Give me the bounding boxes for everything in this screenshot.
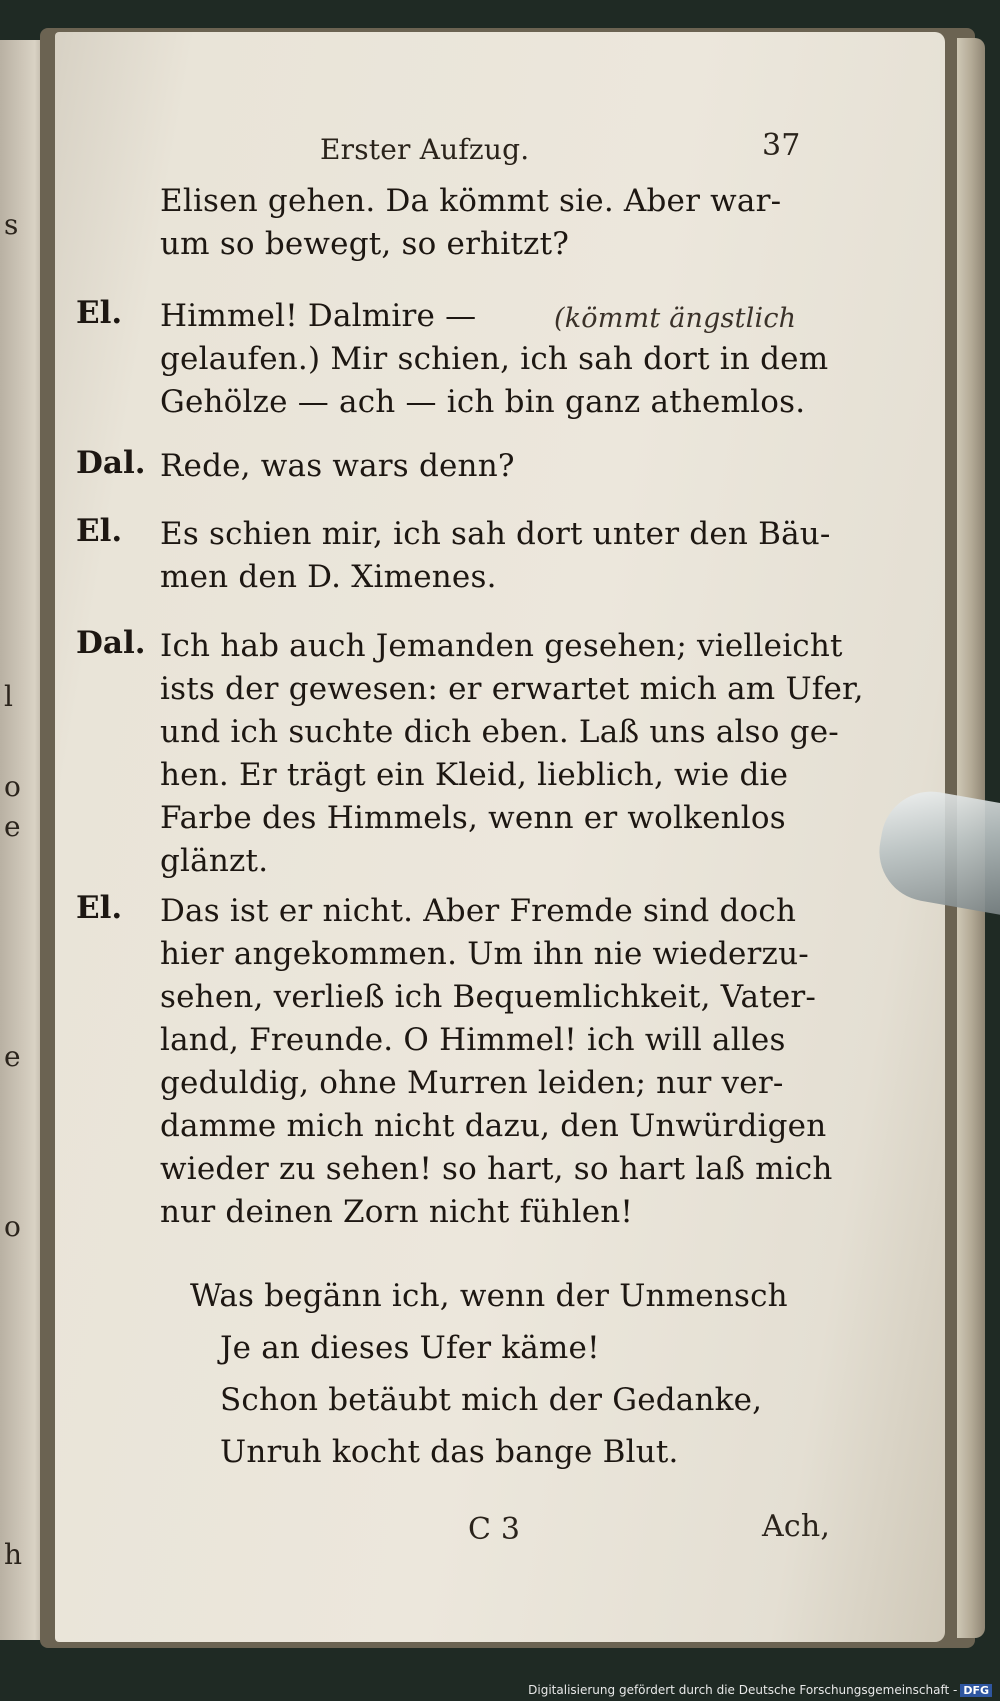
text-line: sehen, verließ ich Bequemlichkeit, Vater- — [160, 979, 817, 1015]
text-line: damme mich nicht dazu, den Unwürdigen — [160, 1108, 827, 1144]
verse-line: Unruh kocht das bange Blut. — [220, 1434, 679, 1470]
text-line: Das ist er nicht. Aber Fremde sind doch — [160, 893, 797, 929]
text-line: gelaufen.) Mir schien, ich sah dort in dem — [160, 341, 829, 377]
signature-mark: C 3 — [468, 1512, 521, 1547]
running-head: Erster Aufzug. — [320, 133, 530, 166]
text-line: Elisen gehen. Da kömmt sie. Aber war- — [160, 183, 782, 219]
dfg-badge: DFG — [960, 1684, 992, 1697]
stage-direction: (kömmt ängstlich — [554, 303, 797, 334]
text-line: Rede, was wars denn? — [160, 448, 515, 484]
text-line: Gehölze — ach — ich bin ganz athemlos. — [160, 384, 806, 420]
text-line: men den D. Ximenes. — [160, 559, 497, 595]
speaker-label: El. — [76, 295, 123, 331]
verse-line: Je an dieses Ufer käme! — [220, 1330, 600, 1366]
text-line: Es schien mir, ich sah dort unter den Bäu- — [160, 516, 831, 552]
speaker-label: El. — [76, 513, 123, 549]
credit-text: Digitalisierung gefördert durch die Deutsche Forschungsgemeinschaft - — [528, 1683, 958, 1697]
text-line: und ich suchte dich eben. Laß uns also ge- — [160, 714, 839, 750]
speaker-label: Dal. — [76, 445, 146, 481]
text-line: glänzt. — [160, 843, 269, 879]
text-line: wieder zu sehen! so hart, so hart laß mich — [160, 1151, 833, 1187]
digitization-credit — [528, 1683, 992, 1697]
text-line: land, Freunde. O Himmel! ich will alles — [160, 1022, 786, 1058]
text-line: Farbe des Himmels, wenn er wolkenlos — [160, 800, 786, 836]
text-line: hen. Er trägt ein Kleid, lieblich, wie die — [160, 757, 789, 793]
verse-line: Schon betäubt mich der Gedanke, — [220, 1382, 763, 1418]
left-page-edge: s l o e e o h — [0, 40, 58, 1640]
page-number: 37 — [762, 128, 801, 163]
verse-line: Was begänn ich, wenn der Unmensch — [190, 1278, 788, 1314]
text-line: ists der gewesen: er erwartet mich am Ufer, — [160, 671, 864, 707]
speaker-label: El. — [76, 890, 123, 926]
text-line: Himmel! Dalmire — — [160, 298, 477, 334]
catchword: Ach, — [762, 1509, 831, 1544]
text-line: hier angekommen. Um ihn nie wiederzu- — [160, 936, 809, 972]
text-line: nur deinen Zorn nicht fühlen! — [160, 1194, 634, 1230]
text-line: um so bewegt, so erhitzt? — [160, 226, 570, 262]
speaker-label: Dal. — [76, 625, 146, 661]
text-line: Ich hab auch Jemanden gesehen; vielleicht — [160, 628, 843, 664]
text-line: geduldig, ohne Murren leiden; nur ver- — [160, 1065, 784, 1101]
